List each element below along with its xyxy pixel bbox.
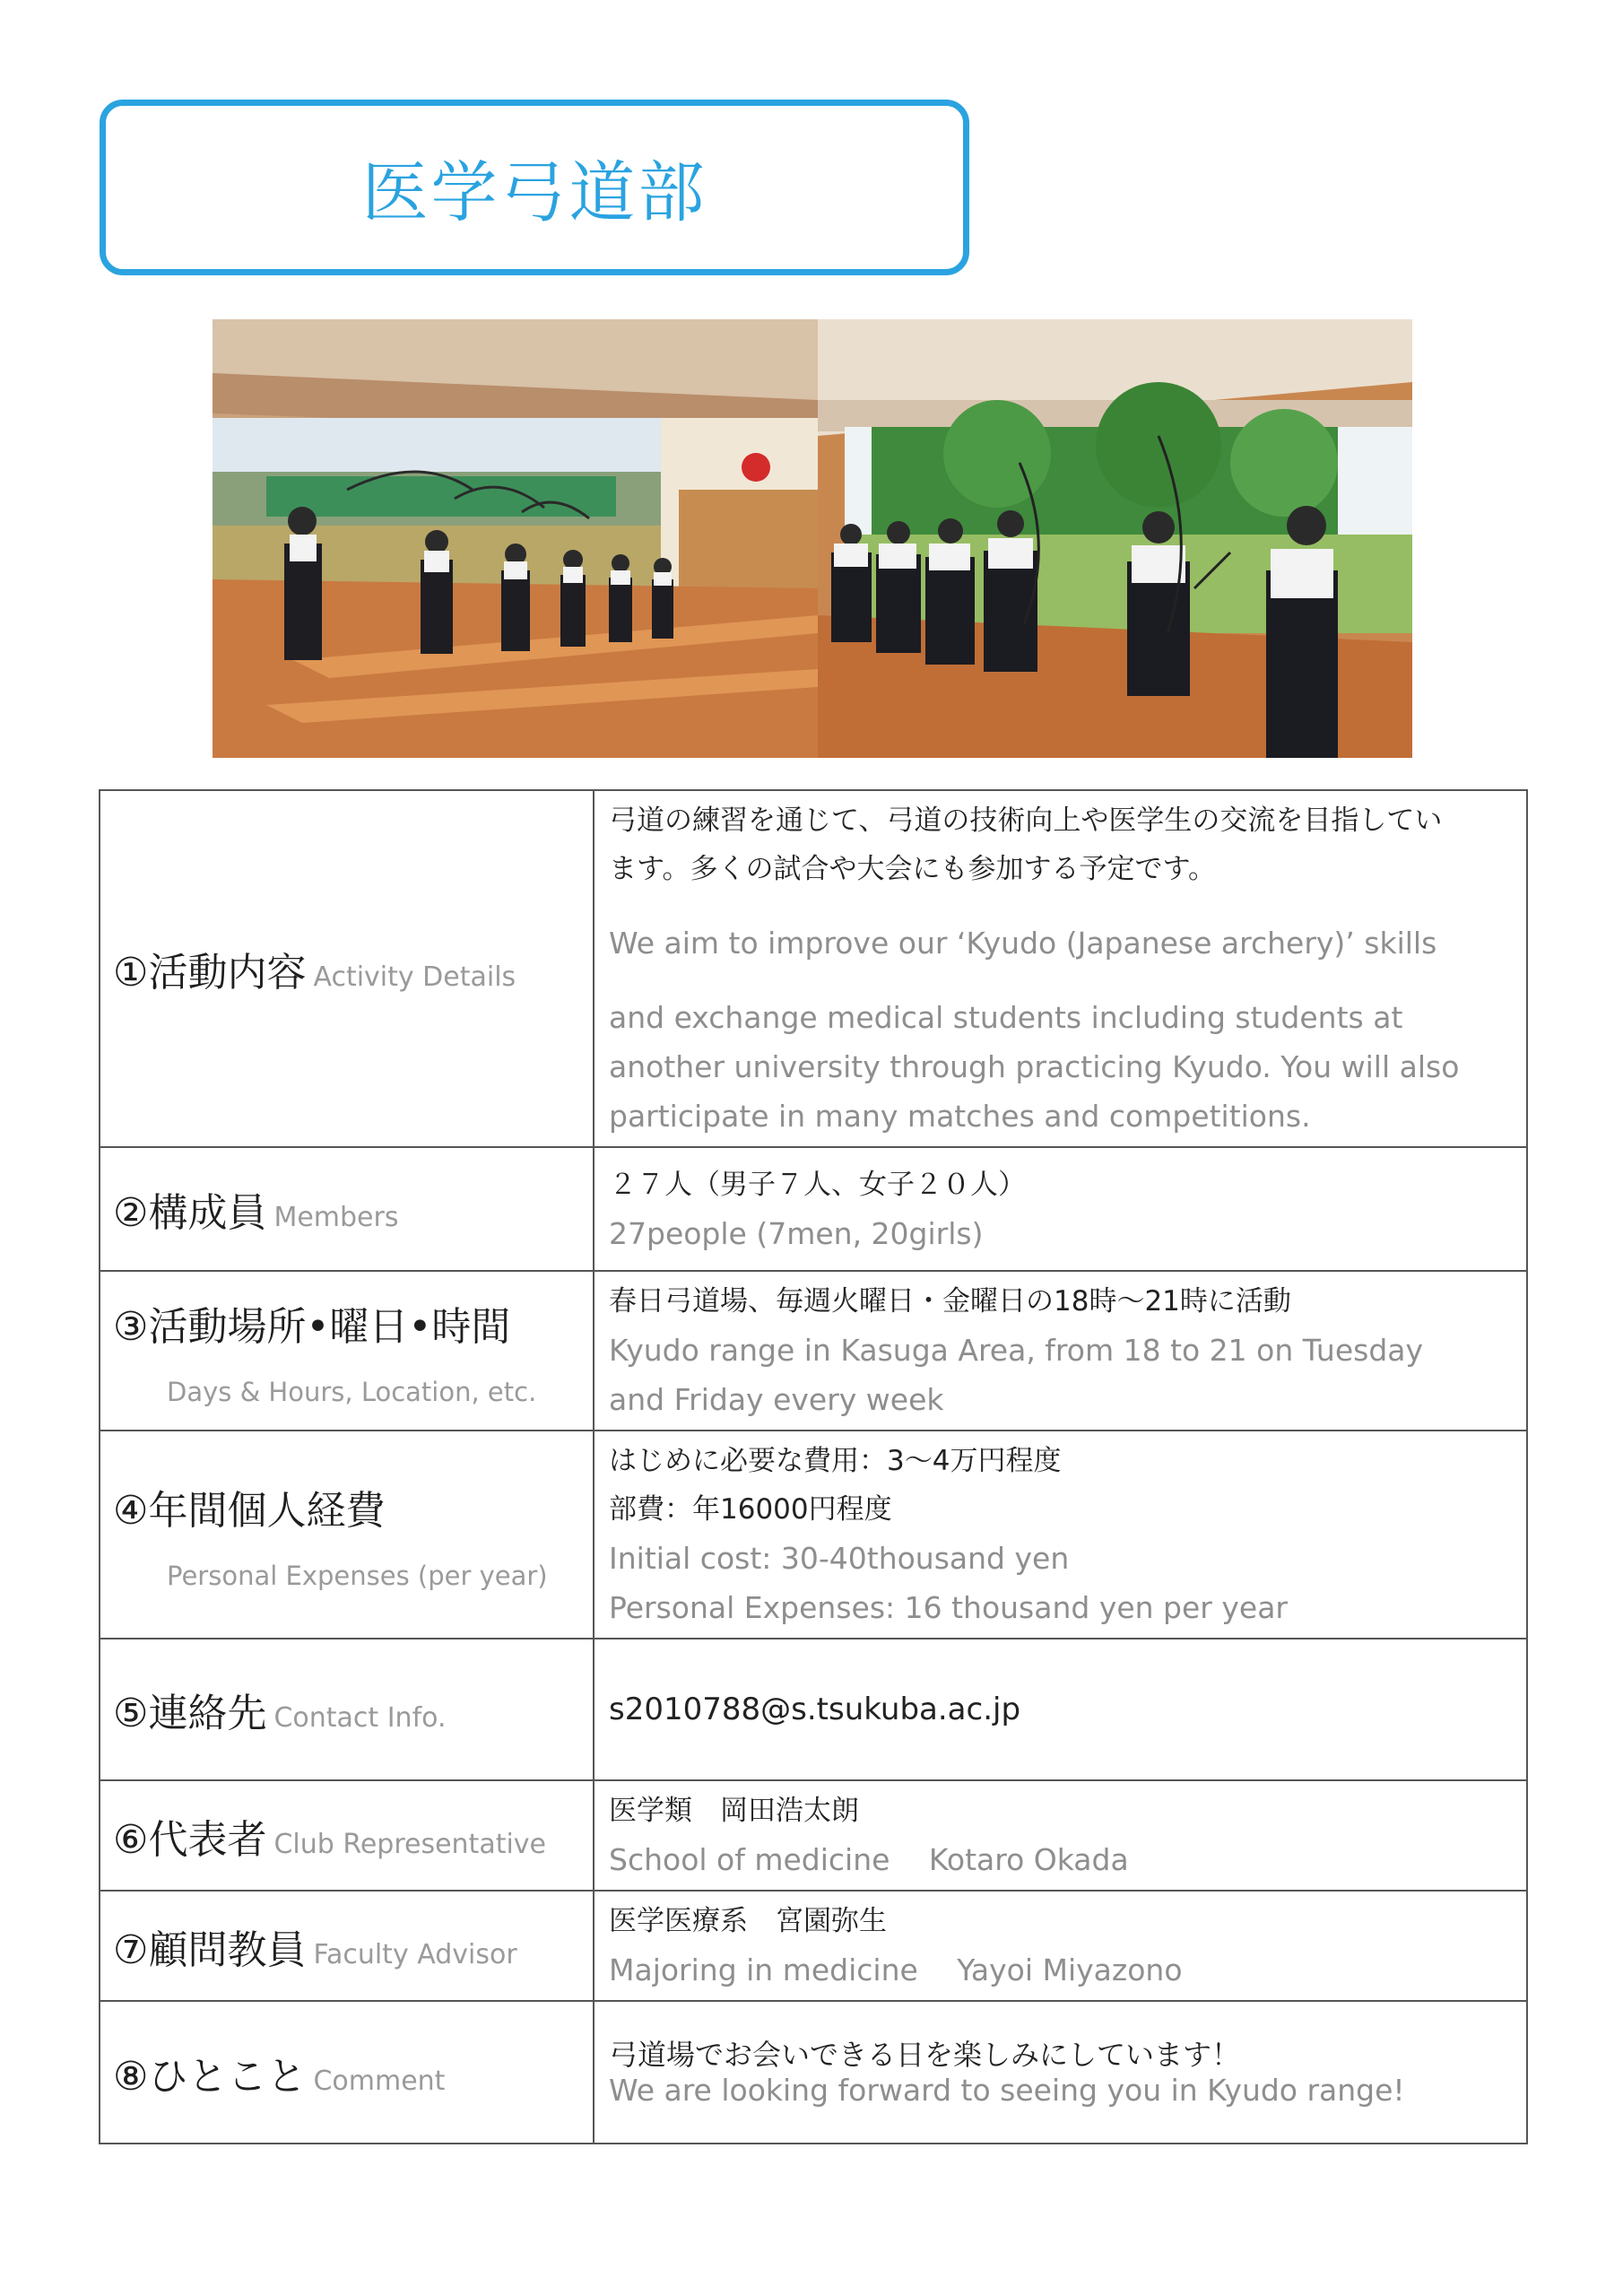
row-label xyxy=(100,1271,594,1431)
content-en: We aim to improve our ‘Kyudo (Japanese archery)’ skills xyxy=(609,926,1437,961)
content-jp: はじめに必要な費用：3〜4万円程度 xyxy=(609,1445,1062,1477)
table-row xyxy=(100,2001,1527,2144)
label-en: Faculty Advisor xyxy=(313,1938,517,1970)
row-label xyxy=(100,1780,594,1891)
label-jp: ①活動内容 xyxy=(113,950,307,996)
table-row xyxy=(100,1639,1527,1780)
info-table xyxy=(99,789,1528,2144)
label-en: Contact Info. xyxy=(273,1702,447,1734)
content-en: and Friday every week xyxy=(609,1382,944,1417)
table-row xyxy=(100,1780,1527,1891)
content-jp: 医学医療系 宮園弥生 xyxy=(609,1905,887,1937)
content-en: We are looking forward to seeing you in Kyudo range! xyxy=(609,2072,1405,2108)
label-jp: ③活動場所•曜日•時間 xyxy=(113,1304,511,1350)
table-row xyxy=(100,790,1527,1147)
content-jp: ます。多くの試合や大会にも参加する予定です。 xyxy=(609,853,1217,885)
row-label xyxy=(100,1147,594,1271)
contact-email[interactable]: s2010788@s.tsukuba.ac.jp xyxy=(609,1692,1021,1727)
row-content xyxy=(594,1639,1527,1780)
row-label xyxy=(100,1639,594,1780)
label-en: Members xyxy=(273,1202,399,1233)
row-content xyxy=(594,1271,1527,1431)
photo-dojo-left xyxy=(213,319,818,758)
row-label xyxy=(100,1891,594,2001)
content-en: participate in many matches and competitions. xyxy=(609,1099,1311,1134)
table-row xyxy=(100,1271,1527,1431)
row-content xyxy=(594,2001,1527,2144)
row-content xyxy=(594,1891,1527,2001)
label-en: Days & Hours, Location, etc. xyxy=(167,1377,537,1407)
table-row xyxy=(100,1431,1527,1639)
content-jp: ２７人（男子７人、女子２０人） xyxy=(609,1168,1026,1201)
content-en: Kyudo range in Kasuga Area, from 18 to 21 on Tuesday xyxy=(609,1333,1424,1368)
label-en: Activity Details xyxy=(313,961,516,993)
label-jp: ②構成員 xyxy=(113,1190,267,1236)
row-label xyxy=(100,790,594,1147)
content-en: another university through practicing Kyudo. You will also xyxy=(609,1049,1460,1084)
label-jp: ⑤連絡先 xyxy=(113,1691,267,1736)
content-jp: 部費：年16000円程度 xyxy=(609,1493,892,1526)
content-en: Majoring in medicine Yayoi Miyazono xyxy=(609,1952,1183,1987)
page-title: 医学弓道部 xyxy=(361,154,707,231)
label-jp: ⑥代表者 xyxy=(113,1816,267,1863)
row-content xyxy=(594,1147,1527,1271)
content-jp: 弓道場でお会いできる日を楽しみにしています！ xyxy=(609,2037,1241,2072)
label-jp: ⑦顧問教員 xyxy=(113,1926,307,1973)
label-jp: ④年間個人経費 xyxy=(113,1488,386,1534)
content-en: 27people (7men, 20girls) xyxy=(609,1215,984,1251)
content-en: Initial cost: 30-40thousand yen xyxy=(609,1541,1070,1576)
label-en: Club Representative xyxy=(273,1828,547,1860)
row-content xyxy=(594,790,1527,1147)
table-row xyxy=(100,1147,1527,1271)
content-jp: 春日弓道場、毎週火曜日・金曜日の18時〜21時に活動 xyxy=(609,1285,1291,1318)
label-en: Comment xyxy=(313,2065,446,2097)
row-content xyxy=(594,1780,1527,1891)
table-row xyxy=(100,1891,1527,2001)
photo-dojo-right xyxy=(818,319,1412,758)
label-jp: ⑧ひとこと xyxy=(113,2053,307,2100)
title-box xyxy=(100,100,969,275)
content-en: and exchange medical students including students at xyxy=(609,1000,1403,1035)
photo-strip xyxy=(213,319,1412,758)
row-label xyxy=(100,2001,594,2144)
row-content xyxy=(594,1431,1527,1639)
content-jp: 医学類 岡田浩太朗 xyxy=(609,1795,859,1827)
row-label xyxy=(100,1431,594,1639)
label-en: Personal Expenses (per year) xyxy=(167,1561,548,1591)
content-en: School of medicine Kotaro Okada xyxy=(609,1842,1129,1877)
content-jp: 弓道の練習を通じて、弓道の技術向上や医学生の交流を目指してい xyxy=(609,804,1443,837)
content-en: Personal Expenses: 16 thousand yen per year xyxy=(609,1590,1288,1625)
